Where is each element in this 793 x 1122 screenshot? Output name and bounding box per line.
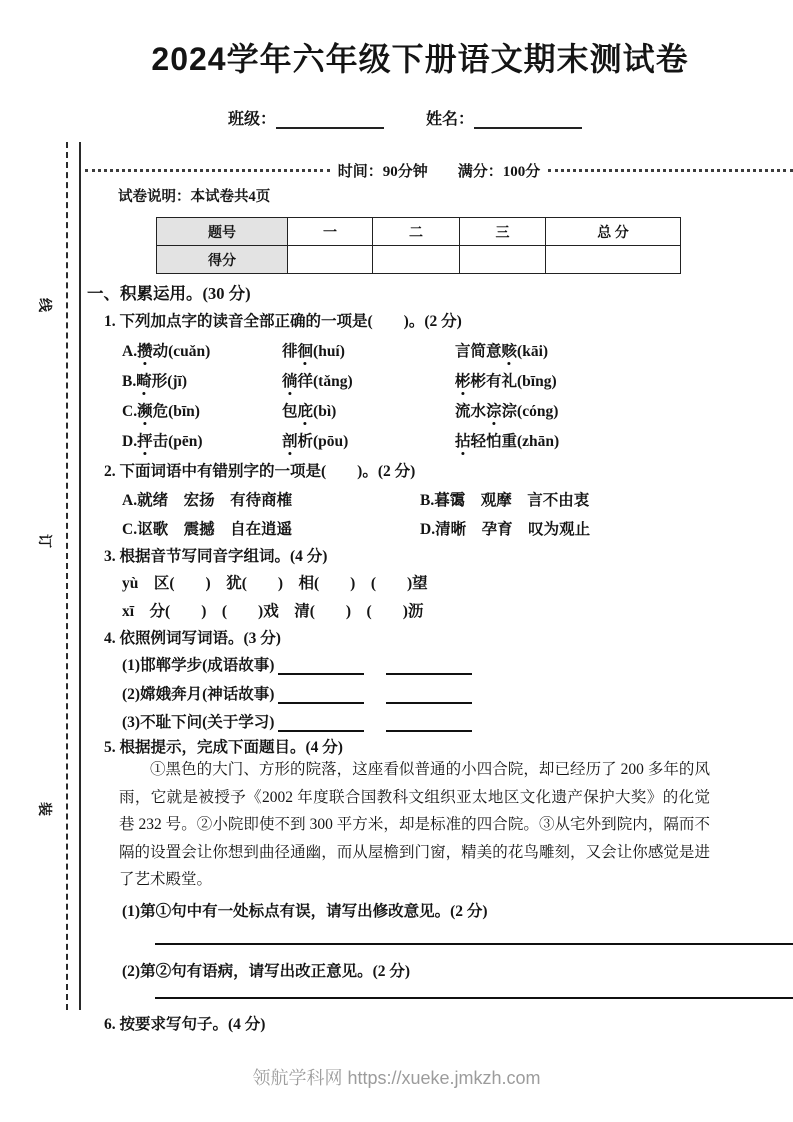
q2-option-c: C.讴歌 震撼 自在逍遥	[122, 521, 293, 538]
q4-item-1-blank-1	[278, 656, 364, 675]
q1-b-word2: 徜徉(tǎng)	[282, 369, 455, 391]
time-score-divider	[85, 160, 793, 181]
section-one-heading: 一、积累运用。(30 分)	[87, 284, 251, 303]
q1-d-word2: 剖析(pōu)	[282, 429, 455, 451]
q1-option-b	[122, 369, 733, 391]
q1-c-word1: C.濒危(bīn)	[122, 399, 282, 421]
q5-stem: 5. 根据提示，完成下面题目。(4 分)	[104, 739, 343, 756]
student-info-row	[228, 106, 582, 129]
q4-item-1-text: (1)邯郸学步(成语故事)	[122, 657, 275, 674]
binding-char-zhuang: 装	[36, 802, 51, 816]
q2-option-d: D.清晰 孕育 叹为观止	[420, 521, 591, 538]
q2-option-b: B.暮霭 观摩 言不由衷	[420, 492, 590, 509]
q1-b-word3: 彬彬有礼(bīng)	[455, 369, 733, 391]
name-label: 姓名：	[426, 111, 475, 128]
q6-stem: 6. 按要求写句子。(4 分)	[104, 1016, 266, 1033]
q1-d-word1: D.抨击(pēn)	[122, 429, 282, 451]
q4-item-3-text: (3)不耻下问(关于学习)	[122, 714, 275, 731]
watermark: 领航学科网 https://xueke.jmkzh.com	[252, 1068, 541, 1088]
q1-option-d	[122, 429, 733, 451]
binding-char-xian: 线	[36, 298, 51, 312]
section-three-header: 三	[460, 218, 546, 246]
q2-stem: 2. 下面词语中有错别字的一项是( )。(2 分)	[104, 463, 416, 480]
q3-line-yu: yù 区( ) 犹( ) 相( ) ( )望	[122, 575, 428, 592]
q1-a-word3: 言简意赅(kāi)	[455, 339, 733, 361]
q4-item-3-blank-1	[278, 713, 364, 732]
q4-item-1-blank-2	[386, 656, 472, 675]
q1-option-c	[122, 399, 733, 421]
q4-item-3-blank-2	[386, 713, 472, 732]
name-input-line	[474, 109, 582, 129]
score-table	[156, 217, 681, 274]
section-one-header: 一	[288, 218, 373, 246]
score-cell	[288, 246, 373, 274]
q5-sub1-answer-line	[155, 943, 793, 945]
paper-note: 试卷说明：本试卷共4页	[118, 189, 271, 205]
q5-sub1: (1)第①句中有一处标点有误，请写出修改意见。(2 分)	[122, 903, 488, 920]
q2-row-cd	[122, 517, 753, 539]
q1-d-word3: 拈轻怕重(zhān)	[455, 429, 733, 451]
dotted-rule-left	[85, 169, 330, 172]
page-title: 2024学年六年级下册语文期末测试卷	[151, 41, 689, 77]
full-score-label: 满分：100分	[457, 164, 541, 180]
q4-item-2-text: (2)嫦娥奔月(神话故事)	[122, 686, 275, 703]
q4-stem: 4. 依照例词写词语。(3 分)	[104, 630, 281, 647]
score-table-header-row	[157, 218, 681, 246]
q4-item-2	[122, 682, 472, 704]
q3-stem: 3. 根据音节写同音字组词。(4 分)	[104, 548, 328, 565]
binding-char-ding: 订	[36, 534, 51, 548]
q2-option-a: A.就绪 宏扬 有待商榷	[122, 492, 293, 509]
q4-item-2-blank-1	[278, 685, 364, 704]
q4-item-2-blank-2	[386, 685, 472, 704]
dotted-rule-right	[548, 169, 793, 172]
binding-dashed-line	[66, 142, 68, 1010]
q1-c-word3: 流水淙淙(cóng)	[455, 399, 733, 421]
time-label: 时间：90分钟	[337, 164, 428, 180]
section-two-header: 二	[373, 218, 460, 246]
q1-c-word2: 包庇(bì)	[282, 399, 455, 421]
q5-sub2-answer-line	[155, 997, 793, 999]
score-table-score-row	[157, 246, 681, 274]
q1-option-a	[122, 339, 733, 361]
q3-line-xi: xī 分( ) ( )戏 清( ) ( )沥	[122, 603, 424, 620]
q4-item-3	[122, 710, 472, 732]
paper-border-line	[79, 142, 81, 1010]
q1-b-word1: B.畸形(jī)	[122, 369, 282, 391]
score-row-label: 得分	[157, 246, 288, 274]
q1-a-word2: 徘徊(huí)	[282, 339, 455, 361]
q5-sub2: (2)第②句有语病，请写出改正意见。(2 分)	[122, 963, 411, 980]
q4-item-1	[122, 653, 472, 675]
class-label: 班级：	[228, 111, 277, 128]
score-cell	[546, 246, 681, 274]
total-score-header: 总 分	[546, 218, 681, 246]
q5-passage: ①黑色的大门、方形的院落，这座看似普通的小四合院，却已经历了 200 多年的风雨，它就是被授予《2002 年度联合国教科文组织亚太地区文化遗产保护大奖》的化觉巷 232 号。②小院即使不到 300 平方米，却是标准的四合院。③从宅外到院内，隔而不隔的设置会让你想到曲径通幽，而从屋檐到门窗，精美的花鸟雕刻，又会让你感觉是进了艺术殿堂。	[119, 761, 710, 889]
score-cell	[460, 246, 546, 274]
q1-stem: 1. 下列加点字的读音全部正确的一项是( )。(2 分)	[104, 313, 462, 330]
class-input-line	[276, 109, 384, 129]
score-cell	[373, 246, 460, 274]
q1-a-word1: A.攒动(cuǎn)	[122, 339, 282, 361]
question-number-header: 题号	[157, 218, 288, 246]
q2-row-ab	[122, 488, 753, 510]
